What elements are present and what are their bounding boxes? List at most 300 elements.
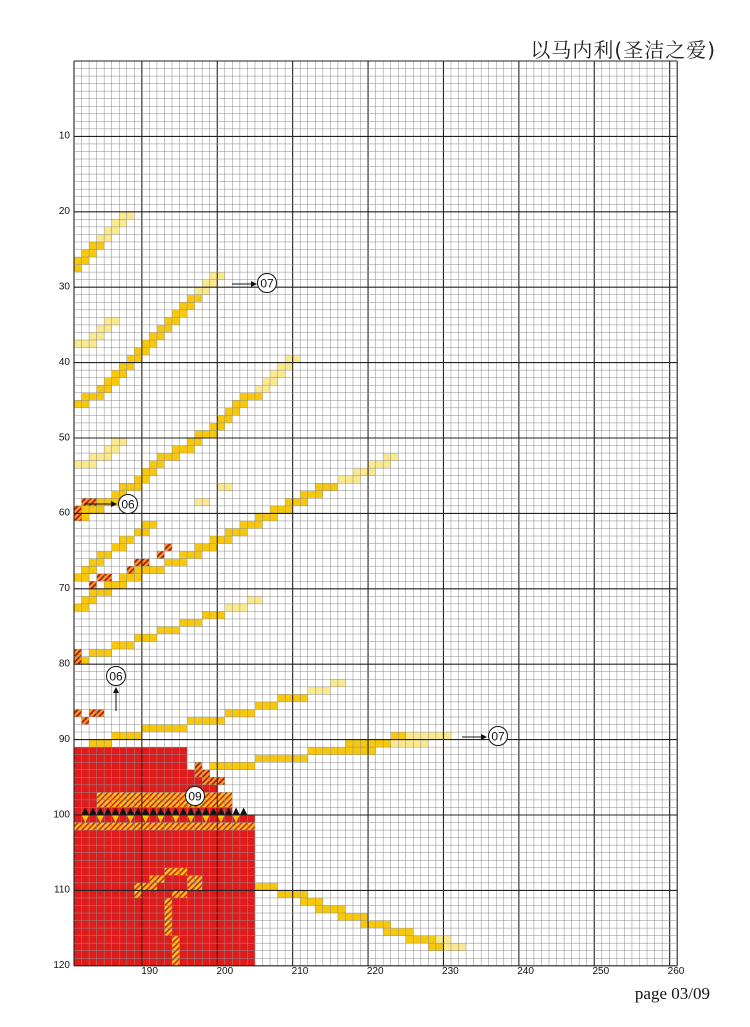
stitch-cell xyxy=(82,506,90,514)
stitch-cell xyxy=(172,913,180,921)
stitch-cell xyxy=(82,785,90,793)
stitch-cell xyxy=(285,498,293,506)
stitch-cell xyxy=(225,875,233,883)
stitch-cell xyxy=(134,898,142,906)
stitch-cell xyxy=(255,385,263,393)
hatched-cell xyxy=(164,544,172,552)
stitch-cell xyxy=(134,875,142,883)
stitch-cell xyxy=(308,491,316,499)
stitch-cell xyxy=(270,506,278,514)
stitch-cell xyxy=(202,838,210,846)
stitch-cell xyxy=(164,762,172,770)
stitch-cell xyxy=(149,958,157,966)
stitch-cell xyxy=(112,785,120,793)
stitch-cell xyxy=(119,860,127,868)
stitch-cell xyxy=(112,936,120,944)
stitch-cell xyxy=(353,747,361,755)
stitch-cell xyxy=(217,860,225,868)
col-label-210: 210 xyxy=(291,966,309,977)
hatched-cell xyxy=(97,800,105,808)
stitch-cell xyxy=(127,905,135,913)
stitch-cell xyxy=(104,951,112,959)
stitch-cell xyxy=(142,890,150,898)
stitch-cell xyxy=(97,898,105,906)
stitch-cell xyxy=(232,951,240,959)
stitch-cell xyxy=(82,905,90,913)
stitch-cell xyxy=(127,898,135,906)
stitch-cell xyxy=(232,709,240,717)
hatched-cell xyxy=(149,792,157,800)
stitch-cell xyxy=(398,928,406,936)
stitch-cell xyxy=(195,958,203,966)
stitch-cell xyxy=(134,574,142,582)
stitch-cell xyxy=(82,762,90,770)
stitch-cell xyxy=(172,755,180,763)
stitch-cell xyxy=(202,287,210,295)
stitch-cell xyxy=(361,747,369,755)
stitch-cell xyxy=(74,815,82,823)
stitch-cell xyxy=(74,461,82,469)
stitch-cell xyxy=(255,755,263,763)
stitch-cell xyxy=(195,619,203,627)
stitch-cell xyxy=(368,747,376,755)
stitch-cell xyxy=(74,905,82,913)
stitch-cell xyxy=(157,453,165,461)
stitch-cell xyxy=(225,815,233,823)
stitch-cell xyxy=(157,890,165,898)
hatched-cell xyxy=(112,792,120,800)
col-label-250: 250 xyxy=(592,966,610,977)
stitch-cell xyxy=(391,453,399,461)
stitch-cell xyxy=(149,747,157,755)
stitch-cell xyxy=(127,363,135,371)
stitch-cell xyxy=(172,762,180,770)
stitch-cell xyxy=(119,581,127,589)
stitch-cell xyxy=(240,838,248,846)
stitch-cell xyxy=(82,755,90,763)
stitch-cell xyxy=(210,905,218,913)
stitch-cell xyxy=(142,785,150,793)
stitch-cell xyxy=(127,853,135,861)
hatched-cell xyxy=(89,581,97,589)
stitch-cell xyxy=(187,446,195,454)
stitch-cell xyxy=(225,928,233,936)
hatched-cell xyxy=(195,823,203,831)
hatched-cell xyxy=(157,792,165,800)
stitch-cell xyxy=(127,958,135,966)
stitch-cell xyxy=(104,838,112,846)
marker-label: 09 xyxy=(188,789,202,804)
stitch-cell xyxy=(89,461,97,469)
stitch-cell xyxy=(315,483,323,491)
stitch-cell xyxy=(180,551,188,559)
stitch-cell xyxy=(225,604,233,612)
stitch-cell xyxy=(89,928,97,936)
stitch-cell xyxy=(89,951,97,959)
hatched-cell xyxy=(164,905,172,913)
stitch-cell xyxy=(180,921,188,929)
stitch-cell xyxy=(119,770,127,778)
stitch-cell xyxy=(74,838,82,846)
stitch-cell xyxy=(104,943,112,951)
hatched-cell xyxy=(127,792,135,800)
stitch-cell xyxy=(330,679,338,687)
stitch-cell xyxy=(172,310,180,318)
stitch-cell xyxy=(97,559,105,567)
hatched-cell xyxy=(119,800,127,808)
stitch-cell xyxy=(142,340,150,348)
hatched-cell xyxy=(240,823,248,831)
stitch-cell xyxy=(180,898,188,906)
stitch-cell xyxy=(172,453,180,461)
stitch-cell xyxy=(225,830,233,838)
stitch-cell xyxy=(225,408,233,416)
stitch-cell xyxy=(74,936,82,944)
hatched-cell xyxy=(97,823,105,831)
stitch-cell xyxy=(127,642,135,650)
stitch-cell xyxy=(247,913,255,921)
stitch-cell xyxy=(172,317,180,325)
stitch-cell xyxy=(202,860,210,868)
stitch-cell xyxy=(157,845,165,853)
stitch-cell xyxy=(210,830,218,838)
stitch-cell xyxy=(134,762,142,770)
stitch-cell xyxy=(89,830,97,838)
hatched-cell xyxy=(164,913,172,921)
stitch-cell xyxy=(172,853,180,861)
row-label-70: 70 xyxy=(58,583,70,595)
stitch-cell xyxy=(119,830,127,838)
stitch-cell xyxy=(164,890,172,898)
stitch-cell xyxy=(97,830,105,838)
stitch-cell xyxy=(172,725,180,733)
stitch-cell xyxy=(127,574,135,582)
stitch-cell xyxy=(240,762,248,770)
stitch-cell xyxy=(127,762,135,770)
stitch-cell xyxy=(187,958,195,966)
stitch-cell xyxy=(240,883,248,891)
marker-label: 06 xyxy=(109,669,123,684)
stitch-cell xyxy=(134,355,142,363)
stitch-cell xyxy=(240,528,248,536)
stitch-cell xyxy=(210,838,218,846)
stitch-cell xyxy=(119,883,127,891)
stitch-cell xyxy=(202,498,210,506)
stitch-cell xyxy=(210,860,218,868)
stitch-cell xyxy=(157,777,165,785)
stitch-cell xyxy=(345,913,353,921)
stitch-cell xyxy=(82,800,90,808)
stitch-cell xyxy=(172,875,180,883)
stitch-cell xyxy=(217,853,225,861)
stitch-cell xyxy=(383,740,391,748)
stitch-cell xyxy=(217,830,225,838)
stitch-cell xyxy=(225,536,233,544)
stitch-cell xyxy=(210,913,218,921)
stitch-cell xyxy=(104,868,112,876)
stitch-cell xyxy=(187,921,195,929)
row-label-60: 60 xyxy=(58,507,70,519)
stitch-cell xyxy=(112,868,120,876)
row-label-10: 10 xyxy=(58,130,70,142)
stitch-cell xyxy=(142,777,150,785)
stitch-cell xyxy=(134,853,142,861)
stitch-cell xyxy=(187,717,195,725)
stitch-cell xyxy=(157,943,165,951)
hatched-cell xyxy=(210,823,218,831)
stitch-cell xyxy=(112,898,120,906)
stitch-cell xyxy=(270,378,278,386)
stitch-cell xyxy=(97,649,105,657)
stitch-cell xyxy=(278,363,286,371)
stitch-cell xyxy=(142,566,150,574)
stitch-cell xyxy=(112,951,120,959)
stitch-cell xyxy=(82,875,90,883)
stitch-cell xyxy=(210,853,218,861)
hatched-cell xyxy=(172,823,180,831)
stitch-cell xyxy=(82,513,90,521)
stitch-cell xyxy=(149,868,157,876)
stitch-cell xyxy=(180,883,188,891)
stitch-cell xyxy=(119,732,127,740)
hatched-cell xyxy=(134,823,142,831)
stitch-cell xyxy=(217,898,225,906)
hatched-cell xyxy=(127,800,135,808)
hatched-cell xyxy=(217,777,225,785)
stitch-cell xyxy=(134,936,142,944)
stitch-cell xyxy=(187,890,195,898)
stitch-cell xyxy=(104,551,112,559)
stitch-cell xyxy=(97,740,105,748)
stitch-cell xyxy=(104,845,112,853)
stitch-cell xyxy=(195,777,203,785)
stitch-cell xyxy=(187,830,195,838)
stitch-cell xyxy=(345,747,353,755)
stitch-cell xyxy=(202,921,210,929)
stitch-cell xyxy=(436,732,444,740)
stitch-cell xyxy=(217,883,225,891)
stitch-cell xyxy=(134,845,142,853)
hatched-cell xyxy=(195,883,203,891)
stitch-cell xyxy=(164,951,172,959)
stitch-cell xyxy=(74,860,82,868)
stitch-cell xyxy=(232,875,240,883)
stitch-cell xyxy=(119,845,127,853)
row-label-110: 110 xyxy=(54,884,70,896)
stitch-cell xyxy=(149,921,157,929)
stitch-cell xyxy=(119,363,127,371)
stitch-cell xyxy=(164,958,172,966)
stitch-cell xyxy=(89,958,97,966)
stitch-cell xyxy=(217,536,225,544)
stitch-cell xyxy=(232,860,240,868)
stitch-cell xyxy=(149,898,157,906)
stitch-cell xyxy=(421,740,429,748)
stitch-cell xyxy=(210,611,218,619)
stitch-cell xyxy=(104,815,112,823)
stitch-cell xyxy=(82,853,90,861)
stitch-cell xyxy=(157,747,165,755)
stitch-cell xyxy=(172,905,180,913)
stitch-cell xyxy=(285,890,293,898)
stitch-cell xyxy=(300,755,308,763)
stitch-cell xyxy=(74,747,82,755)
stitch-cell xyxy=(247,905,255,913)
stitch-cell xyxy=(112,219,120,227)
hatched-cell xyxy=(74,823,82,831)
row-label-90: 90 xyxy=(58,733,70,745)
stitch-cell xyxy=(134,868,142,876)
hatched-cell xyxy=(104,792,112,800)
stitch-cell xyxy=(247,890,255,898)
stitch-cell xyxy=(134,860,142,868)
stitch-cell xyxy=(217,717,225,725)
stitch-cell xyxy=(210,875,218,883)
stitch-cell xyxy=(195,868,203,876)
stitch-cell xyxy=(210,921,218,929)
stitch-cell xyxy=(89,898,97,906)
stitch-cell xyxy=(278,755,286,763)
stitch-cell xyxy=(119,951,127,959)
stitch-cell xyxy=(134,476,142,484)
stitch-cell xyxy=(112,958,120,966)
stitch-cell xyxy=(142,755,150,763)
stitch-cell xyxy=(149,725,157,733)
hatched-cell xyxy=(195,770,203,778)
stitch-cell xyxy=(97,589,105,597)
stitch-cell xyxy=(210,936,218,944)
stitch-cell xyxy=(82,936,90,944)
stitch-cell xyxy=(97,506,105,514)
row-label-80: 80 xyxy=(58,658,70,670)
stitch-cell xyxy=(82,461,90,469)
stitch-cell xyxy=(323,483,331,491)
stitch-cell xyxy=(127,355,135,363)
stitch-cell xyxy=(157,332,165,340)
stitch-cell xyxy=(97,943,105,951)
stitch-cell xyxy=(406,732,414,740)
stitch-cell xyxy=(172,830,180,838)
stitch-cell xyxy=(225,898,233,906)
stitch-cell xyxy=(127,845,135,853)
stitch-cell xyxy=(74,958,82,966)
stitch-cell xyxy=(210,430,218,438)
stitch-cell xyxy=(217,951,225,959)
stitch-cell xyxy=(202,868,210,876)
stitch-cell xyxy=(157,860,165,868)
stitch-cell xyxy=(74,785,82,793)
marker-label: 07 xyxy=(491,729,505,744)
hatched-cell xyxy=(210,792,218,800)
stitch-cell xyxy=(232,868,240,876)
stitch-cell xyxy=(149,928,157,936)
stitch-cell xyxy=(300,491,308,499)
stitch-cell xyxy=(225,415,233,423)
stitch-cell xyxy=(157,921,165,929)
stitch-cell xyxy=(232,928,240,936)
stitch-cell xyxy=(142,898,150,906)
stitch-cell xyxy=(232,905,240,913)
stitch-cell xyxy=(82,951,90,959)
stitch-cell xyxy=(217,958,225,966)
stitch-cell xyxy=(89,890,97,898)
stitch-cell xyxy=(225,860,233,868)
stitch-cell xyxy=(157,762,165,770)
stitch-cell xyxy=(89,332,97,340)
stitch-cell xyxy=(149,845,157,853)
stitch-cell xyxy=(210,890,218,898)
stitch-cell xyxy=(180,913,188,921)
stitch-cell xyxy=(89,785,97,793)
stitch-cell xyxy=(202,845,210,853)
stitch-cell xyxy=(104,227,112,235)
stitch-cell xyxy=(112,853,120,861)
stitch-cell xyxy=(353,468,361,476)
stitch-cell xyxy=(119,574,127,582)
stitch-cell xyxy=(119,777,127,785)
hatched-cell xyxy=(104,800,112,808)
stitch-cell xyxy=(232,958,240,966)
stitch-cell xyxy=(217,415,225,423)
stitch-cell xyxy=(240,868,248,876)
stitch-cell xyxy=(74,853,82,861)
stitch-cell xyxy=(398,740,406,748)
stitch-cell xyxy=(180,951,188,959)
stitch-cell xyxy=(157,785,165,793)
stitch-cell xyxy=(383,928,391,936)
stitch-cell xyxy=(210,762,218,770)
stitch-cell xyxy=(172,777,180,785)
stitch-cell xyxy=(195,287,203,295)
stitch-cell xyxy=(413,740,421,748)
stitch-cell xyxy=(104,317,112,325)
stitch-cell xyxy=(89,913,97,921)
stitch-cell xyxy=(195,717,203,725)
stitch-cell xyxy=(164,777,172,785)
stitch-cell xyxy=(240,898,248,906)
hatched-cell xyxy=(89,709,97,717)
stitch-cell xyxy=(172,845,180,853)
stitch-cell xyxy=(172,928,180,936)
stitch-cell xyxy=(142,634,150,642)
stitch-cell xyxy=(157,853,165,861)
stitch-cell xyxy=(134,747,142,755)
stitch-cell xyxy=(97,860,105,868)
stitch-cell xyxy=(353,913,361,921)
stitch-cell xyxy=(127,732,135,740)
hatched-cell xyxy=(247,823,255,831)
stitch-cell xyxy=(82,770,90,778)
stitch-cell xyxy=(247,898,255,906)
stitch-cell xyxy=(285,755,293,763)
stitch-cell xyxy=(157,566,165,574)
hatched-cell xyxy=(142,883,150,891)
stitch-cell xyxy=(210,898,218,906)
stitch-cell xyxy=(210,544,218,552)
stitch-cell xyxy=(293,498,301,506)
stitch-cell xyxy=(112,317,120,325)
grid-lines xyxy=(74,61,677,966)
stitch-cell xyxy=(180,725,188,733)
stitch-cell xyxy=(97,890,105,898)
stitch-cell xyxy=(240,860,248,868)
stitch-cell xyxy=(330,905,338,913)
hatched-cell xyxy=(89,823,97,831)
stitch-cell xyxy=(285,363,293,371)
stitch-cell xyxy=(149,830,157,838)
stitch-cell xyxy=(330,747,338,755)
stitch-cell xyxy=(157,958,165,966)
